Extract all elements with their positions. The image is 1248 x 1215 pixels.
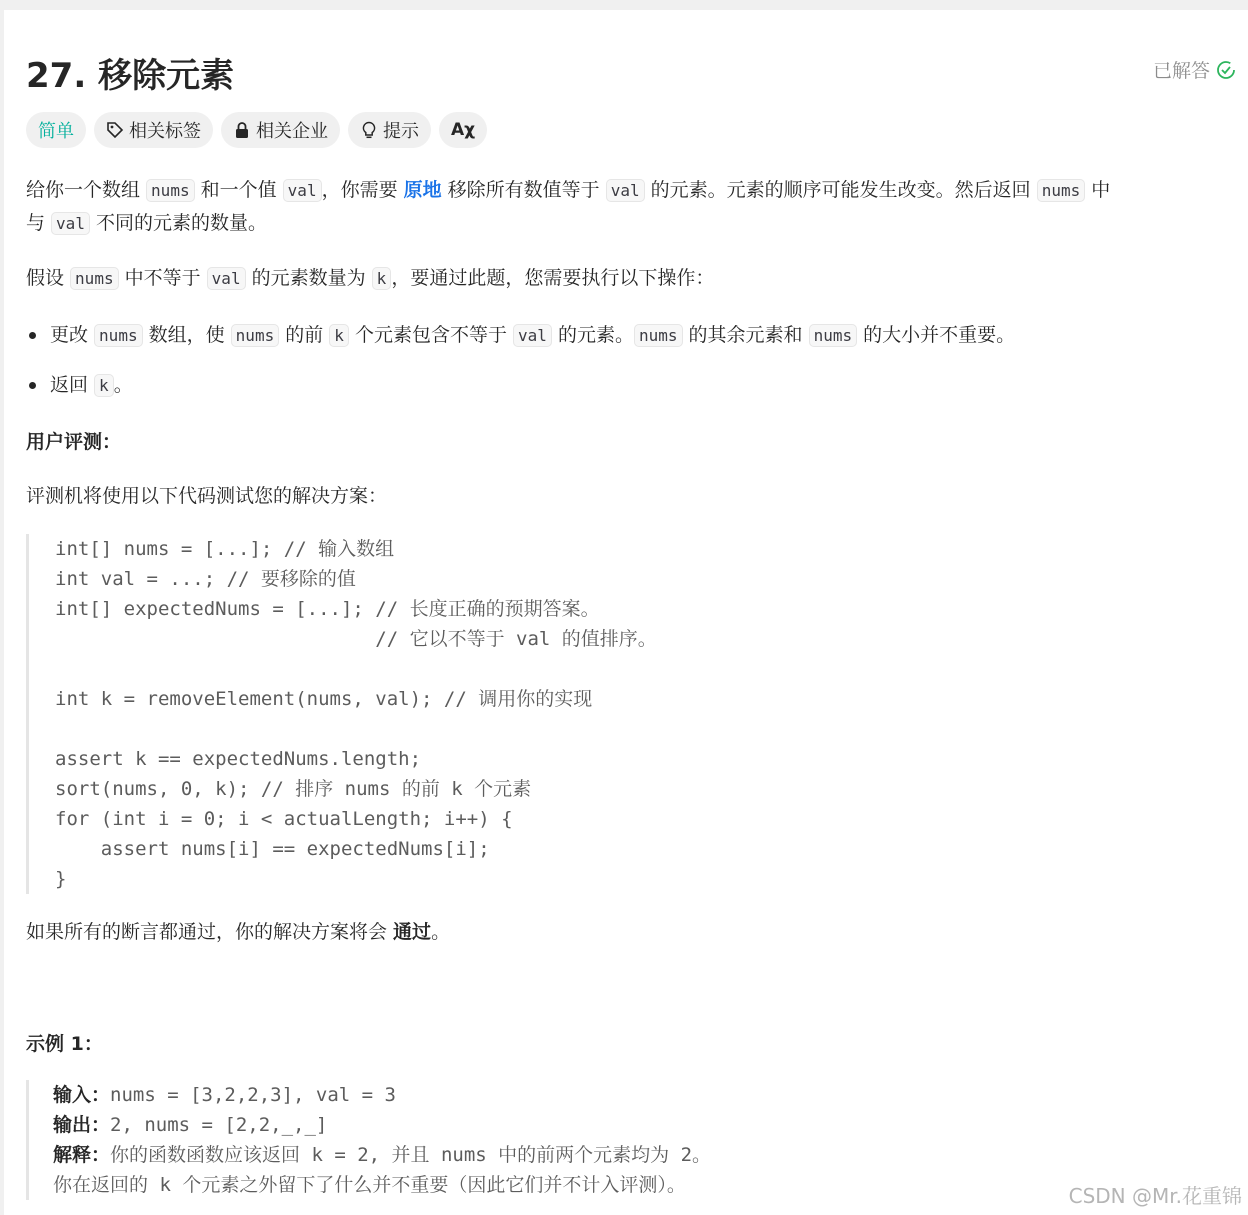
code-nums: nums <box>809 324 858 347</box>
text: 给你一个数组 <box>26 179 147 201</box>
problem-panel <box>4 10 1248 1215</box>
desc-paragraph-1 <box>26 174 1226 240</box>
explain-label: 解释： <box>53 1144 111 1166</box>
page-title: 27. 移除元素 <box>26 56 235 96</box>
text: 的元素数量为 <box>245 267 372 289</box>
code-val: val <box>283 179 322 202</box>
hint-label: 提示 <box>383 121 419 142</box>
output-value: 2, nums = [2,2,_,_] <box>110 1114 328 1136</box>
text: 与 <box>26 212 52 234</box>
code-val: val <box>513 324 552 347</box>
code-nums: nums <box>634 324 683 347</box>
code-nums: nums <box>231 324 280 347</box>
list-item <box>26 319 1226 352</box>
code-block <box>26 534 1226 894</box>
text: 移除所有数值等于 <box>441 179 606 201</box>
code-line: int val = ...; // 要移除的值 <box>55 568 356 590</box>
text: 中不等于 <box>118 267 207 289</box>
check-circle-icon <box>1216 60 1236 80</box>
related-tags-label: 相关标签 <box>129 121 201 142</box>
code-line: int k = removeElement(nums, val); // 调用你的实现 <box>55 688 593 710</box>
explain-line-2: 你在返回的 k 个元素之外留下了什么并不重要（因此它们并不计入评测）。 <box>53 1174 686 1196</box>
code-k: k <box>329 324 349 347</box>
code-line: int[] expectedNums = [...]; // 长度正确的预期答案。 <box>55 598 600 620</box>
text: 如果所有的断言都通过，你的解决方案将会 <box>26 921 394 943</box>
text: 的大小并不重要。 <box>857 324 1016 346</box>
requirements-list <box>26 319 1226 402</box>
pass-bold: 通过 <box>393 921 432 943</box>
text: 的元素。元素的顺序可能发生改变。然后返回 <box>644 179 1037 201</box>
solved-label: 已解答 <box>1152 60 1210 82</box>
judge-text: 评测机将使用以下代码测试您的解决方案： <box>26 485 388 507</box>
example-block <box>26 1080 1226 1200</box>
desc-paragraph-2 <box>26 262 1226 295</box>
code-nums: nums <box>146 179 195 202</box>
watermark: CSDN @Mr.花重锦 <box>1068 1184 1242 1208</box>
code-nums: nums <box>70 267 119 290</box>
related-companies-button[interactable] <box>221 112 340 148</box>
lock-icon <box>233 121 251 139</box>
text: 。 <box>431 921 451 943</box>
text: 返回 <box>50 374 95 396</box>
code-line: assert nums[i] == expectedNums[i]; <box>55 838 490 860</box>
code-val: val <box>51 212 90 235</box>
related-companies-label: 相关企业 <box>256 121 328 142</box>
code-line <box>55 714 1226 744</box>
text: 个元素包含不等于 <box>348 324 514 346</box>
code-val: val <box>207 267 246 290</box>
text: 中 <box>1085 179 1111 201</box>
code-line: } <box>55 868 67 890</box>
input-label: 输入： <box>53 1084 111 1106</box>
pass-paragraph <box>26 916 1226 948</box>
code-line: assert k == expectedNums.length; <box>55 748 422 770</box>
difficulty-tag[interactable] <box>26 112 86 148</box>
explain-line-1: 你的函数函数应该返回 k = 2, 并且 nums 中的前两个元素均为 2。 <box>110 1144 712 1166</box>
solved-status <box>1153 56 1236 83</box>
code-line: int[] nums = [...]; // 输入数组 <box>55 538 395 560</box>
text: 假设 <box>26 267 71 289</box>
code-k: k <box>94 374 114 397</box>
translate-button[interactable] <box>439 112 487 148</box>
input-value: nums = [3,2,2,3], val = 3 <box>110 1084 396 1106</box>
code-line: for (int i = 0; i < actualLength; i++) { <box>55 808 513 830</box>
list-item <box>26 369 1226 402</box>
text: 的前 <box>279 324 330 346</box>
code-line <box>55 654 1226 684</box>
code-nums: nums <box>1037 179 1086 202</box>
related-tags-button[interactable] <box>94 112 213 148</box>
text: 的其余元素和 <box>682 324 809 346</box>
tag-row <box>26 112 487 148</box>
difficulty-label: 简单 <box>38 121 74 142</box>
code-val: val <box>606 179 645 202</box>
text: 不同的元素的数量。 <box>89 212 267 234</box>
translate-icon: Aχ <box>451 120 476 140</box>
text: 数组，使 <box>142 324 231 346</box>
text: 和一个值 <box>194 179 283 201</box>
code-line: // 它以不等于 val 的值排序。 <box>55 628 657 650</box>
code-line: sort(nums, 0, k); // 排序 nums 的前 k 个元素 <box>55 778 532 800</box>
text: 的元素。 <box>551 324 634 346</box>
code-k: k <box>372 267 392 290</box>
text: ，你需要 <box>321 179 404 201</box>
example-title: 示例 1： <box>26 1033 103 1055</box>
judge-title: 用户评测： <box>26 431 122 453</box>
hint-button[interactable] <box>348 112 431 148</box>
text: ，要通过此题，您需要执行以下操作： <box>391 267 715 289</box>
text: 更改 <box>50 324 95 346</box>
code-nums: nums <box>94 324 143 347</box>
text: 。 <box>113 374 133 396</box>
tag-icon <box>106 121 124 139</box>
in-place-link[interactable]: 原地 <box>403 179 442 201</box>
output-label: 输出： <box>53 1114 111 1136</box>
lightbulb-icon <box>360 121 378 139</box>
problem-description <box>26 174 1226 1200</box>
